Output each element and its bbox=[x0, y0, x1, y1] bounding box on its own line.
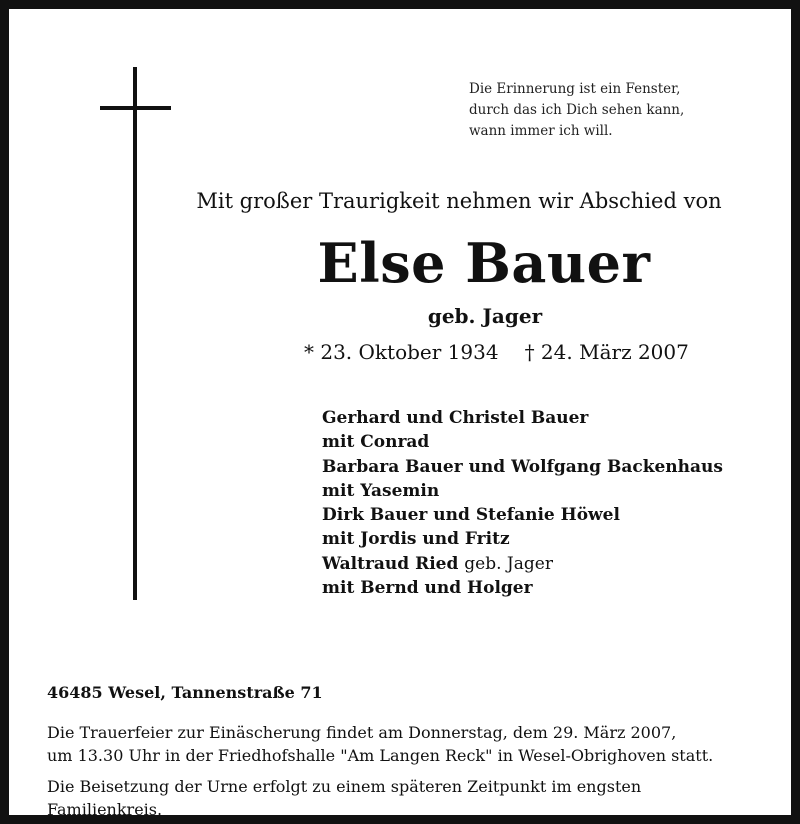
quote-line: Die Erinnerung ist ein Fenster, bbox=[469, 81, 681, 97]
cross-icon bbox=[133, 67, 137, 600]
family-list bbox=[322, 406, 723, 600]
family-line: Barbara Bauer und Wolfgang Backenhaus bbox=[322, 456, 723, 477]
maiden-name: geb. Jager bbox=[427, 304, 543, 328]
family-member: Waltraud Ried bbox=[322, 553, 459, 574]
family-line: Dirk Bauer und Stefanie Höwel bbox=[322, 505, 620, 526]
death-date: † 24. März 2007 bbox=[524, 340, 689, 364]
cross-icon-bar bbox=[100, 106, 171, 110]
family-line bbox=[322, 552, 723, 576]
burial-info bbox=[47, 775, 641, 821]
deceased-name: Else Bauer bbox=[317, 231, 651, 295]
birth-date: * 23. Oktober 1934 bbox=[304, 340, 499, 364]
quote-line: durch das ich Dich sehen kann, bbox=[469, 102, 685, 118]
life-dates bbox=[304, 340, 689, 364]
ceremony-line: um 13.30 Uhr in der Friedhofshalle "Am Langen Reck" in Wesel-Obrighoven statt. bbox=[47, 746, 714, 765]
family-line: Gerhard und Christel Bauer bbox=[322, 408, 589, 428]
ceremony-info bbox=[47, 721, 713, 767]
family-line: mit Bernd und Holger bbox=[322, 578, 533, 599]
family-line: mit Jordis und Fritz bbox=[322, 529, 510, 550]
burial-line: Die Beisetzung der Urne erfolgt zu einem späteren Zeitpunkt im engsten bbox=[47, 777, 642, 796]
memorial-quote bbox=[469, 79, 729, 142]
intro-text: Mit großer Traurigkeit nehmen wir Abschied von bbox=[196, 189, 722, 213]
family-line: mit Yasemin bbox=[322, 480, 440, 501]
address: 46485 Wesel, Tannenstraße 71 bbox=[47, 683, 323, 702]
family-line: mit Conrad bbox=[322, 432, 430, 453]
quote-line: wann immer ich will. bbox=[469, 123, 613, 139]
ceremony-line: Die Trauerfeier zur Einäscherung findet am Donnerstag, dem 29. März 2007, bbox=[47, 723, 677, 742]
burial-line: Familienkreis. bbox=[47, 800, 163, 819]
family-member-maiden: geb. Jager bbox=[464, 553, 553, 574]
